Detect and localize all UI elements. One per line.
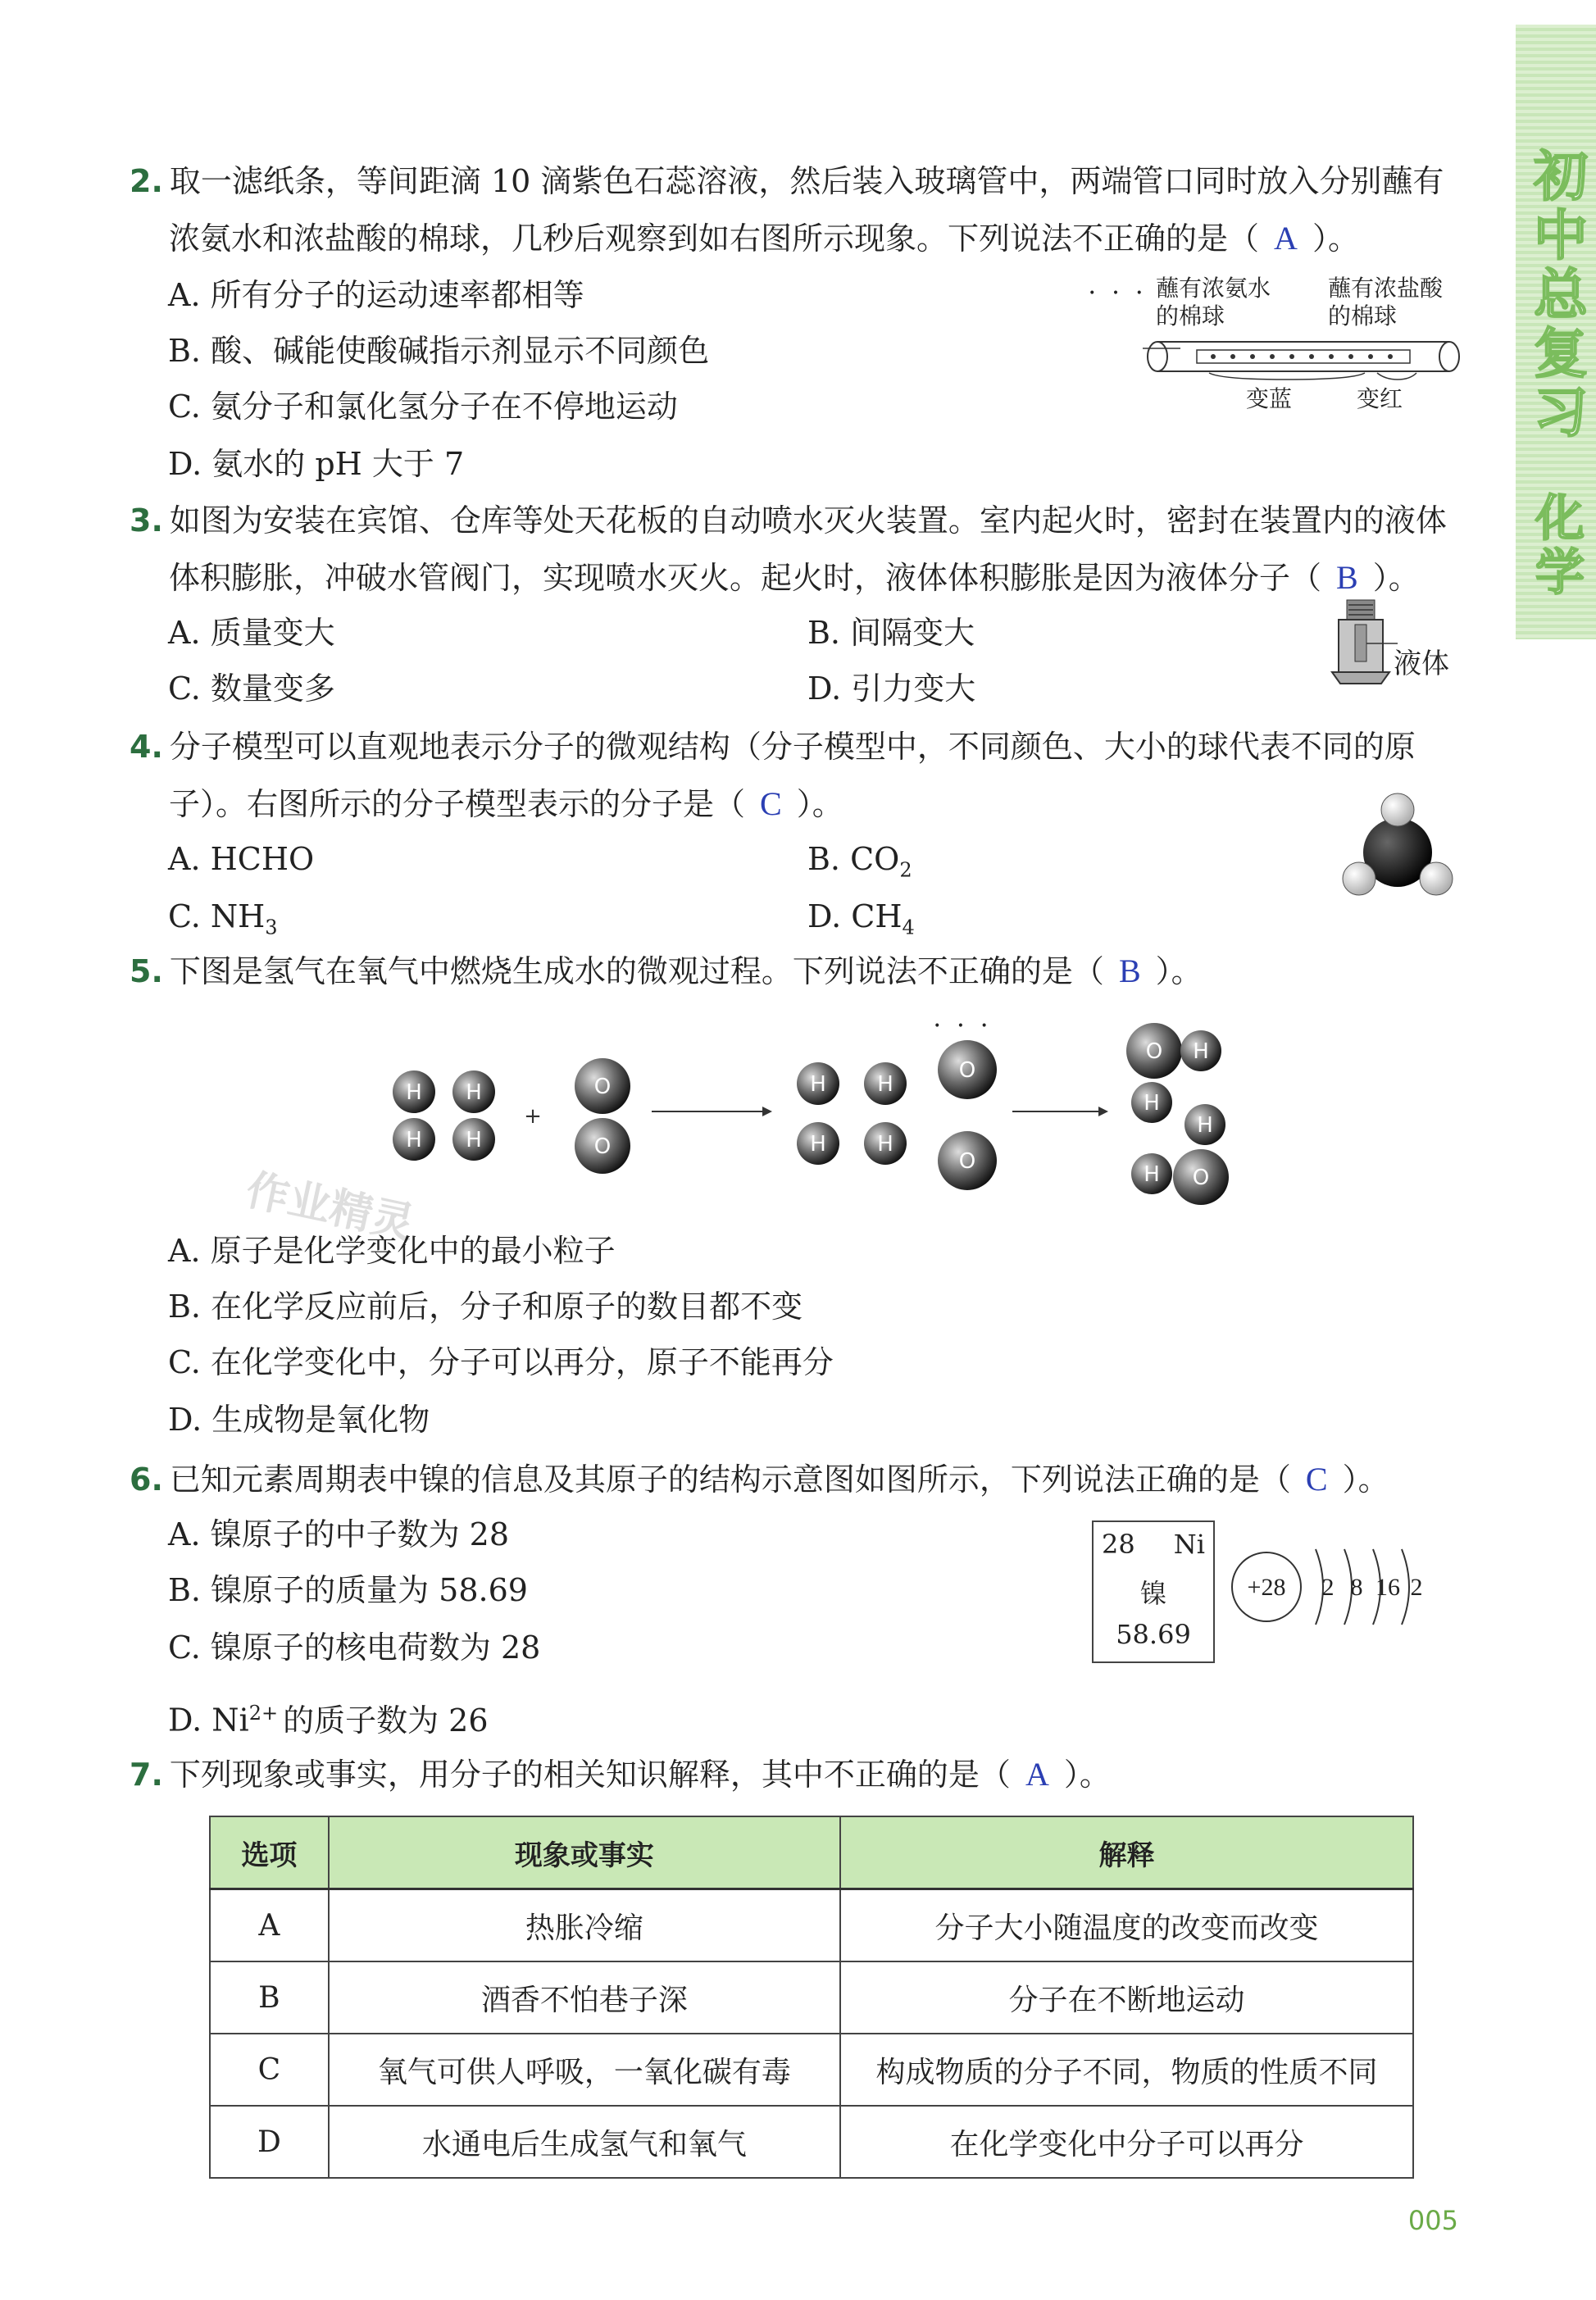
question-stem: 取一滤纸条，等间距滴 10 滴紫色石蕊溶液，然后装入玻璃管中，两端管口同时放入分别蘸有 bbox=[169, 163, 1444, 199]
question-stem: ）。 bbox=[1155, 953, 1203, 989]
question-stem: 已知元素周期表中镍的信息及其原子的结构示意图如图所示，下列说法正确的是（ bbox=[169, 1461, 1291, 1498]
svg-text:+: + bbox=[524, 1104, 542, 1129]
glass-tube bbox=[1139, 332, 1467, 381]
question-stem: 体积膨胀，冲破水管阀门，实现喷水灭火。起火时，液体体积膨胀是因为液体分子（ bbox=[169, 560, 1322, 596]
svg-text:O: O bbox=[1145, 1039, 1163, 1064]
o2-molecule bbox=[575, 1058, 630, 1174]
table-cell: 热胀冷缩 bbox=[329, 1889, 840, 1962]
emphasis-text: 不正确 • • • bbox=[1072, 220, 1166, 257]
option-b: B. 酸、碱能使酸碱指示剂显示不同颜色 bbox=[168, 333, 710, 369]
answer: A bbox=[1025, 1756, 1049, 1793]
question-7 bbox=[130, 1746, 1457, 1803]
question-number: 5. bbox=[130, 953, 163, 989]
svg-text:H: H bbox=[1197, 1113, 1213, 1138]
option-c: C. $NH_3$ bbox=[168, 898, 278, 939]
question-stem: 的是（ bbox=[1166, 220, 1260, 257]
svg-text:2: 2 bbox=[1321, 1574, 1335, 1601]
option-c: C. 数量变多 bbox=[168, 670, 335, 707]
svg-text:H: H bbox=[877, 1072, 893, 1097]
element-name: 镍 bbox=[1139, 1578, 1166, 1609]
water-molecules bbox=[1126, 1023, 1229, 1205]
question-stem: 分子模型可以直观地表示分子的微观结构（分子模型中，不同颜色、大小的球代表不同的原 bbox=[169, 729, 1416, 765]
explanation-table bbox=[209, 1816, 1414, 2179]
svg-text:H: H bbox=[406, 1080, 422, 1105]
table-cell: 水通电后生成氢气和氧气 bbox=[329, 2106, 840, 2178]
answer: A bbox=[1274, 220, 1298, 257]
option-a: A. HCHO bbox=[168, 841, 315, 877]
question-stem: ）。 bbox=[1372, 560, 1420, 596]
separated-atoms bbox=[797, 1040, 997, 1190]
question-stem: ）。 bbox=[1342, 1461, 1389, 1498]
svg-text:H: H bbox=[1144, 1091, 1160, 1116]
right-label: 蘸有浓盐酸 的棉球 bbox=[1328, 275, 1444, 330]
table-cell: D bbox=[210, 2106, 329, 2178]
svg-text:O: O bbox=[593, 1134, 612, 1159]
svg-text:2: 2 bbox=[1410, 1574, 1423, 1601]
svg-text:8: 8 bbox=[1350, 1574, 1363, 1601]
option-a: A. 原子是化学变化中的最小粒子 bbox=[168, 1233, 616, 1269]
svg-text:O: O bbox=[593, 1075, 612, 1099]
header-cell: 现象或事实 bbox=[329, 1816, 840, 1889]
option-b: B. 间隔变大 bbox=[807, 615, 975, 651]
emphasis-text: 不正确 • • • bbox=[917, 953, 1011, 989]
question-stem: ）。 bbox=[796, 786, 843, 822]
element-symbol: Ni bbox=[1173, 1529, 1205, 1560]
header-cell: 解释 bbox=[840, 1816, 1413, 1889]
liquid-label: 液体 bbox=[1394, 648, 1449, 680]
molecule-model bbox=[1336, 787, 1459, 902]
table-header bbox=[210, 1816, 1413, 1889]
table-row bbox=[210, 1889, 1413, 1962]
question-number: 2. bbox=[130, 163, 163, 199]
question-stem: 的是（ bbox=[1010, 953, 1104, 989]
svg-text:H: H bbox=[466, 1128, 482, 1152]
h2-molecules bbox=[393, 1070, 495, 1161]
table-cell: 构成物质的分子不同，物质的性质不同 bbox=[840, 2034, 1413, 2106]
svg-text:H: H bbox=[466, 1080, 482, 1105]
side-tab bbox=[1516, 25, 1596, 639]
question-stem: ）。 bbox=[1312, 220, 1359, 257]
option-a: A. 所有分子的运动速率都相等 bbox=[168, 277, 584, 313]
svg-text:H: H bbox=[810, 1132, 826, 1157]
question-3 bbox=[130, 492, 1457, 607]
page-number: 005 bbox=[1407, 2205, 1458, 2236]
question-6 bbox=[130, 1451, 1457, 1508]
answer: C bbox=[1305, 1461, 1328, 1498]
blue-label: 变蓝 bbox=[1246, 385, 1293, 412]
question-stem: 子）。右图所示的分子模型表示的分子是（ bbox=[169, 786, 746, 822]
option-d: D. 生成物是氧化物 bbox=[168, 1402, 430, 1438]
question-stem: 浓氨水和浓盐酸的棉球，几秒后观察到如右图所示现象。下列说法 bbox=[169, 220, 1073, 257]
question-number: 6. bbox=[130, 1461, 163, 1498]
question-stem: ）。 bbox=[1063, 1757, 1111, 1793]
option-d: D. $CH_4$ bbox=[807, 898, 915, 939]
table-row bbox=[210, 2106, 1413, 2178]
svg-text:O: O bbox=[958, 1149, 976, 1174]
watermark: 作业精灵 bbox=[241, 1165, 419, 1249]
table-row bbox=[210, 1961, 1413, 2034]
question-2 bbox=[130, 152, 1457, 267]
question-5 bbox=[130, 943, 1457, 1000]
table-cell: A bbox=[210, 1889, 329, 1962]
table-cell: 酒香不怕巷子深 bbox=[329, 1961, 840, 2034]
atomic-structure-diagram bbox=[1225, 1531, 1439, 1646]
reaction-diagram bbox=[377, 1008, 1262, 1213]
svg-text:16: 16 bbox=[1375, 1574, 1400, 1601]
question-stem: 如图为安装在宾馆、仓库等处天花板的自动喷水灭火装置。室内起火时，密封在装置内的液体 bbox=[169, 502, 1447, 539]
option-c: C. 氨分子和氯化氢分子在不停地运动 bbox=[168, 389, 678, 425]
table-cell: 氧气可供人呼吸，一氧化碳有毒 bbox=[329, 2034, 840, 2106]
table-cell: 分子在不断地运动 bbox=[840, 1961, 1413, 2034]
svg-text:O: O bbox=[1192, 1166, 1210, 1190]
option-b: B. 在化学反应前后，分子和原子的数目都不变 bbox=[168, 1289, 803, 1325]
option-d: D. 氨水的 pH 大于 7 bbox=[168, 446, 465, 482]
side-tab-title: 初中总复习 bbox=[1524, 148, 1588, 443]
element-card bbox=[1092, 1520, 1215, 1663]
left-label: 蘸有浓氨水 的棉球 bbox=[1156, 275, 1271, 330]
answer: B bbox=[1118, 952, 1141, 989]
option-b: B. 镍原子的质量为 58.69 bbox=[168, 1572, 528, 1608]
option-b: B. $CO_2$ bbox=[807, 841, 912, 882]
svg-text:O: O bbox=[958, 1058, 976, 1083]
table-cell: C bbox=[210, 2034, 329, 2106]
svg-text:H: H bbox=[1144, 1162, 1160, 1187]
table-cell: B bbox=[210, 1961, 329, 2034]
svg-text:H: H bbox=[810, 1072, 826, 1097]
atomic-mass: 58.69 bbox=[1116, 1619, 1191, 1650]
svg-text:+28: +28 bbox=[1247, 1574, 1286, 1601]
sprinkler-icon bbox=[1324, 598, 1398, 697]
answer: C bbox=[760, 785, 782, 822]
svg-text:H: H bbox=[1193, 1039, 1209, 1064]
option-c: C. 在化学变化中，分子可以再分，原子不能再分 bbox=[168, 1344, 834, 1380]
option-a: A. 质量变大 bbox=[168, 615, 335, 651]
header-cell: 选项 bbox=[210, 1816, 329, 1889]
question-stem: 下列现象或事实，用分子的相关知识解释，其中 bbox=[169, 1757, 824, 1793]
option-d: D. $Ni^{2+}$ 的质子数为 26 bbox=[168, 1702, 489, 1739]
svg-text:H: H bbox=[406, 1128, 422, 1152]
question-number: 3. bbox=[130, 502, 163, 539]
table-cell: 在化学变化中分子可以再分 bbox=[840, 2106, 1413, 2178]
option-d: D. 引力变大 bbox=[807, 670, 976, 707]
atomic-number: 28 bbox=[1102, 1529, 1135, 1560]
question-stem: 的是（ bbox=[916, 1757, 1011, 1793]
option-a: A. 镍原子的中子数为 28 bbox=[168, 1516, 510, 1552]
question-number: 4. bbox=[130, 729, 163, 765]
side-tab-subject: 化学 bbox=[1527, 492, 1585, 600]
question-number: 7. bbox=[130, 1757, 163, 1793]
table-cell: 分子大小随温度的改变而改变 bbox=[840, 1889, 1413, 1962]
question-stem: 下图是氢气在氧气中燃烧生成水的微观过程。下列说法 bbox=[169, 953, 917, 989]
option-c: C. 镍原子的核电荷数为 28 bbox=[168, 1630, 541, 1666]
emphasis-text: 不正确 • • • bbox=[824, 1757, 917, 1793]
answer: B bbox=[1336, 559, 1358, 596]
svg-text:H: H bbox=[877, 1132, 893, 1157]
table-row bbox=[210, 2034, 1413, 2106]
question-4 bbox=[130, 718, 1457, 833]
red-label: 变红 bbox=[1357, 385, 1403, 412]
